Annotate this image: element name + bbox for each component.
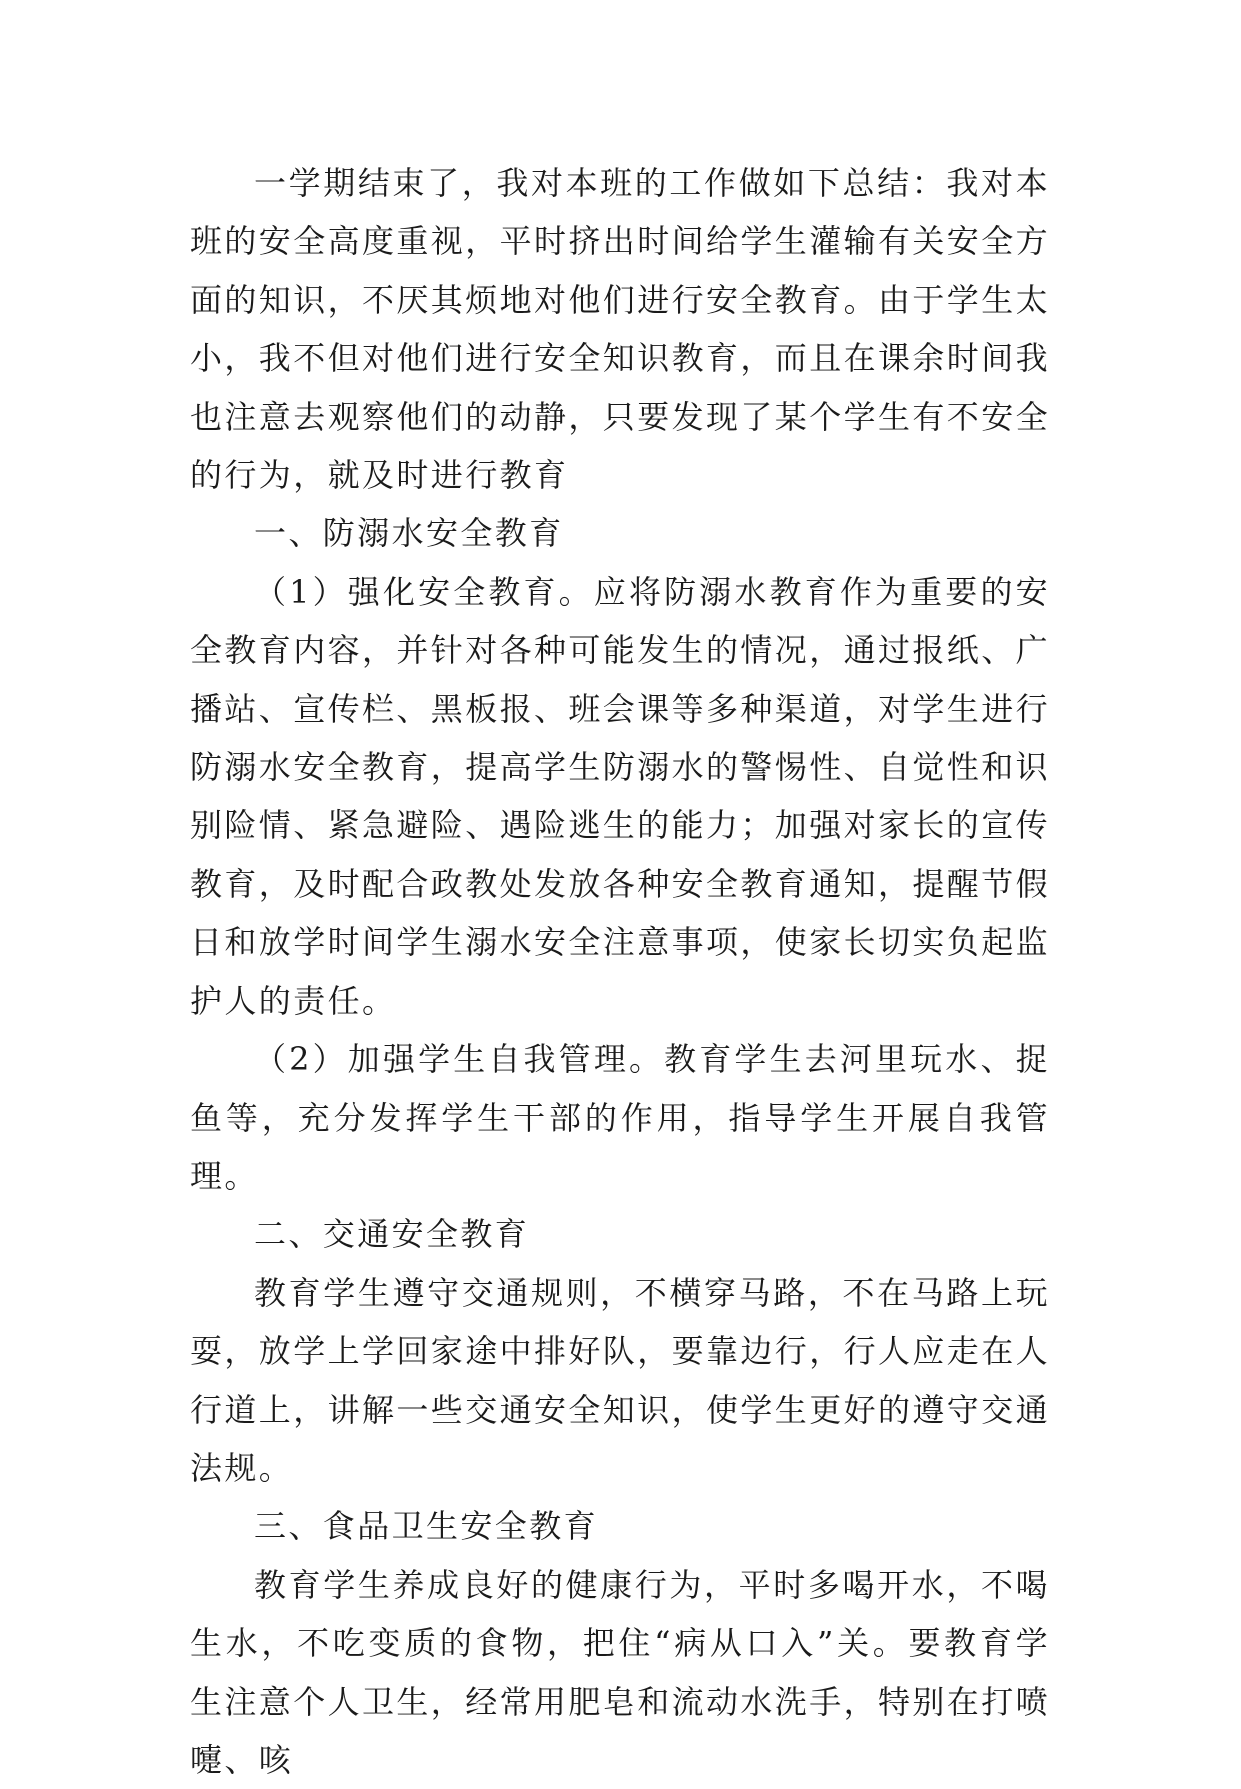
section-heading-traffic: 二、交通安全教育 bbox=[254, 1215, 530, 1254]
paragraph-drowning-2: （2）加强学生自我管理。教育学生去河里玩水、捉鱼等，充分发挥学生干部的作用，指导学生开展自我管理。 bbox=[190, 1040, 1050, 1195]
section-heading-drowning: 一、防溺水安全教育 bbox=[254, 514, 564, 553]
paragraph-traffic: 教育学生遵守交通规则，不横穿马路，不在马路上玩耍，放学上学回家途中排好队，要靠边行，行人应走在人行道上，讲解一些交通安全知识，使学生更好的遵守交通法规。 bbox=[190, 1273, 1051, 1487]
paragraph-food: 教育学生养成良好的健康行为，平时多喝开水，不喝生水，不吃变质的食物，把住“病从口入”关。要教育学生注意个人卫生，经常用肥皂和流动水洗手，特别在打喷嚏、咳 bbox=[190, 1565, 1051, 1779]
paragraph-drowning-1: （1）强化安全教育。应将防溺水教育作为重要的安全教育内容，并针对各种可能发生的情况，通过报纸、广播站、宣传栏、黑板报、班会课等多种渠道，对学生进行防溺水安全教育，提高学生防溺水的警惕性、自觉性和识别险情、紧急避险、遇险逃生的能力；加强对家长的宣传教育，及时配合政教处发放各种安全教育通知，提醒节假日和放学时间学生溺水安全注意事项，使家长切实负起监护人的责任。 bbox=[190, 572, 1051, 1020]
document-page bbox=[190, 154, 1050, 1789]
paragraph-intro: 一学期结束了，我对本班的工作做如下总结：我对本班的安全高度重视，平时挤出时间给学生灌输有关安全方面的知识，不厌其烦地对他们进行安全教育。由于学生太小，我不但对他们进行安全知识教育，而且在课余时间我也注意去观察他们的动静，只要发现了某个学生有不安全的行为，就及时进行教育 bbox=[190, 164, 1051, 495]
section-heading-food: 三、食品卫生安全教育 bbox=[254, 1507, 599, 1546]
